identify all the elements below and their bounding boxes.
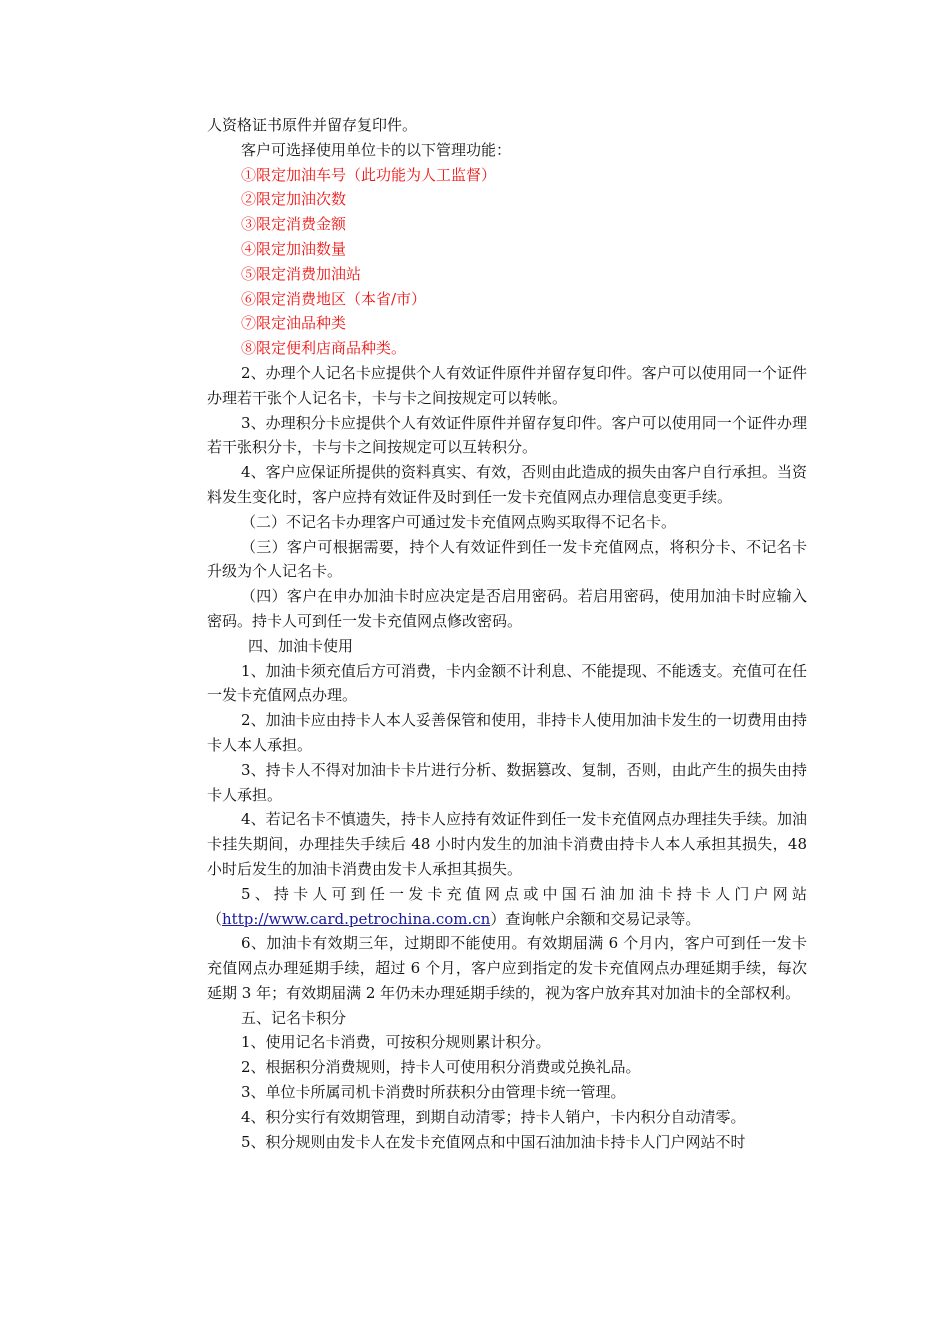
paragraph-data-accuracy: 4、客户应保证所提供的资料真实、有效，否则由此造成的损失由客户自行承担。当资料发生变化时，客户应持有效证件及时到任一发卡充值网点办理信息变更手续。 [207, 463, 807, 506]
usage-rule-5-continued [207, 907, 807, 932]
usage-rule-4: 4、若记名卡不慎遗失，持卡人应持有效证件到任一发卡充值网点办理挂失手续。加油卡挂失期间，办理挂失手续后 48 小时内发生的加油卡消费由持卡人本人承担其损失，48 小时后发生的加油卡消费由发卡人承担其损失。 [207, 810, 807, 878]
usage-rule-1: 1、加油卡须充值后方可消费，卡内金额不计利息、不能提现、不能透支。充值可在任一发卡充值网点办理。 [207, 661, 807, 705]
function-item-6: ⑥限定消费地区（本省/市） [241, 289, 427, 308]
usage-rule-5-rest: ）查询帐户余额和交易记录等。 [490, 909, 701, 928]
section-heading-card-usage: 四、加油卡使用 [248, 636, 354, 655]
points-rule-4: 4、积分实行有效期管理，到期自动清零；持卡人销户，卡内积分自动清零。 [241, 1107, 746, 1126]
function-item-1: ①限定加油车号（此功能为人工监督） [241, 165, 497, 184]
usage-rule-3: 3、持卡人不得对加油卡卡片进行分析、数据篡改、复制，否则，由此产生的损失由持卡人承担。 [207, 760, 807, 804]
paragraph-anonymous-card: （二）不记名卡办理客户可通过发卡充值网点购买取得不记名卡。 [241, 512, 677, 531]
points-rule-1: 1、使用记名卡消费，可按积分规则累计积分。 [241, 1033, 551, 1052]
usage-rule-2: 2、加油卡应由持卡人本人妥善保管和使用，非持卡人使用加油卡发生的一切费用由持卡人本人承担。 [207, 711, 807, 754]
function-item-5: ⑤限定消费加油站 [241, 264, 362, 283]
paragraph-password: （四）客户在申办加油卡时应决定是否启用密码。若启用密码，使用加油卡时应输入密码。持卡人可到任一发卡充值网点修改密码。 [207, 587, 807, 630]
function-item-7: ⑦限定油品种类 [241, 314, 347, 333]
continued-paragraph: 人资格证书原件并留存复印件。 [207, 116, 418, 134]
points-rule-2: 2、根据积分消费规则，持卡人可使用积分消费或兑换礼品。 [241, 1058, 641, 1077]
paragraph-points-card: 3、办理积分卡应提供个人有效证件原件并留存复印件。客户可以使用同一个证件办理若干张积分卡，卡与卡之间按规定可以互转积分。 [207, 413, 807, 457]
portal-link[interactable]: http://www.card.petrochina.com.cn [222, 909, 491, 928]
paragraph-personal-card: 2、办理个人记名卡应提供个人有效证件原件并留存复印件。客户可以使用同一个证件办理若干张个人记名卡，卡与卡之间按规定可以转帐。 [207, 363, 807, 407]
paragraph-card-upgrade: （三）客户可根据需要，持个人有效证件到任一发卡充值网点，将积分卡、不记名卡升级为个人记名卡。 [207, 537, 807, 581]
paren-open: （ [207, 909, 223, 928]
points-rule-3: 3、单位卡所属司机卡消费时所获积分由管理卡统一管理。 [241, 1083, 626, 1102]
points-rule-5: 5、积分规则由发卡人在发卡充值网点和中国石油加油卡持卡人门户网站不时 [241, 1132, 746, 1151]
function-item-4: ④限定加油数量 [241, 239, 347, 258]
function-item-3: ③限定消费金额 [241, 215, 347, 234]
document-body [207, 113, 807, 1154]
usage-rule-5 [207, 882, 807, 907]
usage-rule-5-text: 5、持卡人可到任一发卡充值网点或中国石油加油卡持卡人门户网站 [241, 884, 807, 903]
unit-card-functions-intro: 客户可选择使用单位卡的以下管理功能： [241, 140, 512, 159]
section-heading-points: 五、记名卡积分 [241, 1008, 347, 1027]
function-item-8: ⑧限定便利店商品种类。 [241, 339, 407, 358]
function-item-2: ②限定加油次数 [241, 190, 347, 209]
usage-rule-6: 6、加油卡有效期三年，过期即不能使用。有效期届满 6 个月内，客户可到任一发卡充值网点办理延期手续，超过 6 个月，客户应到指定的发卡充值网点办理延期手续，每次延期 3 年；有效期届满 2 年仍未办理延期手续的，视为客户放弃其对加油卡的全部权利。 [207, 934, 807, 1002]
